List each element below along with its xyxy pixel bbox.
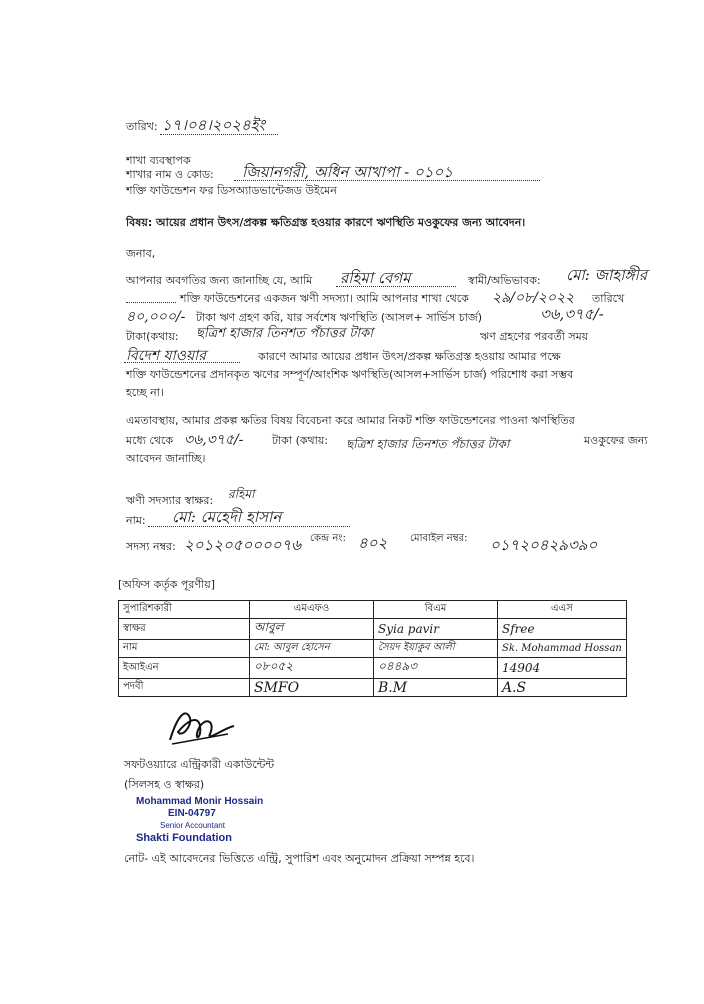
table-cell: Syia pavir xyxy=(374,619,498,640)
guardian-name: মো: জাহাঙ্গীর xyxy=(566,266,648,284)
table-cell: SMFO xyxy=(250,679,374,697)
table-header-cell: সুপারিশকারী xyxy=(119,601,250,619)
recommendation-table xyxy=(118,600,627,697)
p1-line6-text: শক্তি ফাউন্ডেশনের প্রদানকৃত ঋণের সম্পূর্ণ/আংশিক ঋণস্থিতি(আসল+সার্ভিস চার্জ) পরিশোধ করা সম্ভব xyxy=(126,368,574,381)
subject-line: বিষয়: আয়ের প্রধান উৎস/প্রকল্প ক্ষতিগ্রস্ত হওয়ার কারণে ঋণস্থিতি মওকুফের জন্য আবেদন। xyxy=(126,216,526,229)
table-cell: ইআইএন xyxy=(119,658,250,679)
table-cell: পদবী xyxy=(119,679,250,697)
table-row xyxy=(119,658,627,679)
branch-dots xyxy=(234,180,540,181)
member-signature-label: ঋণী সদস্যার স্বাক্ষর: xyxy=(126,494,214,507)
p1-line4-text: টাকা(কথায়: xyxy=(126,330,179,343)
date-dots xyxy=(160,134,278,135)
member-no-label: সদস্য নম্বর: xyxy=(126,540,176,553)
member-signature: রহিমা xyxy=(228,487,255,501)
p2-line2-mid: টাকা (কথায়: xyxy=(272,434,329,447)
borrower-name: রহিমা বেগম xyxy=(340,269,411,287)
amount-in-words: ছত্রিশ হাজার তিনশত পঁচাত্তর টাকা xyxy=(196,326,373,341)
p1-line2-text: শক্তি ফাউন্ডেশনের একজন ঋণী সদস্যা। আমি আপনার শাখা থেকে xyxy=(180,292,469,305)
table-header-cell: বিএম xyxy=(374,601,498,619)
branch-manager: শাখা ব্যবস্থাপক xyxy=(126,154,191,167)
p1-line2-suffix: তারিখে xyxy=(592,292,625,305)
p1-line5-text: কারণে আমার আয়ের প্রধান উৎস/প্রকল্প ক্ষতিগ্রস্ত হওয়ায় আমার পক্ষে xyxy=(258,350,561,363)
member-name: মো: মেহেদী হাসান xyxy=(172,508,282,526)
branch-name-label: শাখার নাম ও কোড: xyxy=(126,168,214,181)
org-line: শক্তি ফাউন্ডেশন ফর ডিসঅ্যাডভান্টেজড উইমেন xyxy=(126,184,337,197)
table-cell: A.S xyxy=(498,679,627,697)
member-name-dots xyxy=(148,526,350,527)
seal-org: Shakti Foundation xyxy=(136,832,232,844)
borrower-dots xyxy=(336,286,456,287)
loan-amount: ৪০,০০০/- xyxy=(126,309,186,325)
p2-line1-text: এমতাবস্থায়, আমার প্রকল্প ক্ষতির বিষয় বিবেচনা করে আমার নিকট শক্তি ফাউন্ডেশনের পাওনা ঋণস্থিতির xyxy=(126,414,575,427)
p2-line2-text: মধ্যে থেকে xyxy=(126,434,174,447)
table-cell: ০৮০৫২ xyxy=(250,658,374,679)
waive-amount-words: ছত্রিশ হাজার তিনশত পঁচাত্তর টাকা xyxy=(346,437,510,451)
member-name-label: নাম: xyxy=(126,514,146,527)
seal-sign-line: (সিলসহ ও স্বাক্ষর) xyxy=(124,778,205,791)
mobile-no: ০১৭২০৪২৯৩৯০ xyxy=(490,536,598,554)
p1-line7-text: হচ্ছে না। xyxy=(126,386,164,399)
outstanding-balance: ৩৬,৩৭৫/- xyxy=(540,305,604,323)
accountant-signature xyxy=(164,704,244,750)
reason-dots xyxy=(124,362,240,363)
salutation: জনাব, xyxy=(126,247,156,260)
p1-line2-dots xyxy=(126,302,176,303)
seal-title: Senior Accountant xyxy=(160,821,225,830)
office-section-title: [অফিস কর্তৃক পূরণীয়] xyxy=(118,578,215,591)
table-cell: ০৪৪৯৩ xyxy=(374,658,498,679)
p1-line3-text: টাকা ঋণ গ্রহণ করি, যার সর্বশেষ ঋণস্থিতি (আসল+ সার্ভিস চার্জ) xyxy=(196,311,483,324)
date-value: ১৭।০৪।২০২৪ইং xyxy=(162,116,265,134)
table-header-cell: এএস xyxy=(498,601,627,619)
member-no: ২০১২০৫০০০০৭৬ xyxy=(184,536,301,554)
p2-line2-suffix: মওকুফের জন্য xyxy=(584,434,648,447)
reason-value: বিদেশ যাওয়ার xyxy=(126,348,206,364)
table-cell: Sk. Mohammad Hossan xyxy=(498,640,627,658)
table-cell: সৈয়দ ইয়াকুব আলী xyxy=(374,640,498,658)
waive-amount: ৩৬,৩৭৫/- xyxy=(184,432,244,448)
accountant-line: সফটওয়্যারে এন্ট্রিকারী একাউন্টেন্ট xyxy=(124,758,275,771)
table-header-row xyxy=(119,601,627,619)
table-cell: B.M xyxy=(374,679,498,697)
date-label: তারিখ: xyxy=(126,120,158,133)
table-cell: 14904 xyxy=(498,658,627,679)
p2-line3-text: আবেদন জানাচ্ছি। xyxy=(126,452,206,465)
p1-line1-text: আপনার অবগতির জন্য জানাচ্ছি যে, আমি xyxy=(126,274,313,287)
loan-date: ২৯/০৮/২০২২ xyxy=(492,290,575,306)
table-row xyxy=(119,679,627,697)
mobile-label: মোবাইল নম্বর: xyxy=(410,533,468,544)
table-header-cell: এমএফও xyxy=(250,601,374,619)
center-no: ৪০২ xyxy=(358,534,388,552)
accountant-seal xyxy=(136,796,263,844)
center-no-label: কেন্দ্র নং: xyxy=(310,533,346,544)
p1-line4-suffix: ঋণ গ্রহণের পরবর্তী সময় xyxy=(480,330,589,343)
footer-note: নোট- এই আবেদনের ভিত্তিতে এন্ট্রি, সুপারিশ এবং অনুমোদন প্রক্রিয়া সম্পন্ন হবে। xyxy=(124,852,475,865)
table-cell: স্বাক্ষর xyxy=(119,619,250,640)
table-cell: নাম xyxy=(119,640,250,658)
branch-name-value: জিয়ানগরী, অধিন আখাপা - ০১০১ xyxy=(242,163,453,181)
p1-guardian-label: স্বামী/অভিভাবক: xyxy=(468,274,541,287)
seal-ein: EIN-04797 xyxy=(168,808,216,819)
table-row xyxy=(119,619,627,640)
table-row xyxy=(119,640,627,658)
table-cell: Sfree xyxy=(498,619,627,640)
seal-name: Mohammad Monir Hossain xyxy=(136,796,264,807)
table-cell: মো: আবুল হোসেন xyxy=(250,640,374,658)
table-cell: আবুল xyxy=(250,619,374,640)
